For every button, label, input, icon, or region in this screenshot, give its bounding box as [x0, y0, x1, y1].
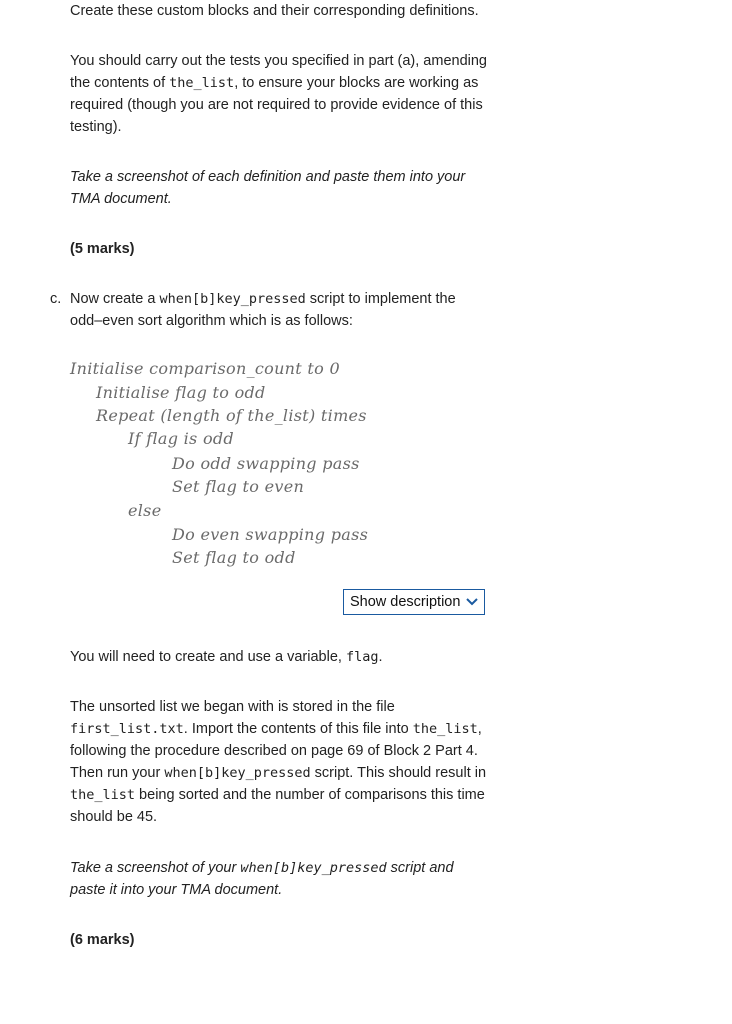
algorithm-handwritten-image [70, 355, 390, 575]
import-text-1: The unsorted list we began with is stored in the file [70, 699, 395, 715]
screenshot-instruction-1: Take a screenshot of each definition and paste them into your TMA document. [70, 169, 466, 207]
algo-line: Do odd swapping pass [172, 454, 360, 473]
tests-text-1: You should carry out the tests you specified in part (a), amending the contents of [70, 53, 487, 91]
when-b-key-pressed-code: when[b]key_pressed [164, 765, 311, 781]
when-b-key-pressed-code: when[b]key_pressed [240, 860, 387, 876]
import-text-2: . Import the contents of this file into [183, 721, 413, 737]
when-b-key-pressed-code: when[b]key_pressed [159, 291, 306, 307]
algo-line: Set flag to even [172, 477, 305, 496]
algo-line: Initialise flag to odd [96, 383, 266, 402]
tests-text-2: , to ensure your blocks are working as required (though you are not required to provide evidence of this testing). [70, 75, 483, 135]
import-text-3: , following the procedure described on page 69 of Block 2 Part 4. Then run your [70, 721, 482, 781]
the-list-code: the_list [169, 75, 235, 91]
import-text-5: being sorted and the number of comparisons this time should be 45. [70, 787, 485, 825]
marks-2: (6 marks) [70, 932, 135, 948]
variable-paragraph [70, 646, 490, 668]
intro-text: Create these custom blocks and their corresponding definitions. [70, 3, 479, 19]
algo-line: Initialise comparison_count to 0 [70, 359, 340, 378]
algo-line: Repeat (length of the_list) times [96, 406, 367, 425]
chevron-down-icon [466, 598, 478, 606]
import-text-4: script. This should result in [310, 765, 487, 781]
the-list-code: the_list [412, 721, 478, 737]
item-c-text [70, 288, 490, 332]
screenshot-2-text-1: Take a screenshot of your [70, 860, 241, 876]
algo-line: If flag is odd [128, 429, 234, 448]
list-marker-c: c. [50, 291, 62, 307]
marks-1: (5 marks) [70, 241, 135, 257]
algo-line: else [128, 501, 162, 520]
first-list-code: first_list.txt [70, 721, 184, 737]
tests-paragraph [70, 50, 490, 138]
algo-line: Do even swapping pass [172, 525, 369, 544]
variable-text-1: You will need to create and use a variable, [70, 649, 346, 665]
screenshot-2-text-2: script and paste it into your TMA document. [70, 860, 454, 898]
the-list-code: the_list [70, 787, 136, 803]
algo-line: Set flag to odd [172, 548, 296, 567]
item-c-text-2: script to implement the odd–even sort algorithm which is as follows: [70, 291, 456, 329]
show-description-label: Show description [350, 594, 461, 610]
flag-code: flag [345, 649, 379, 665]
import-paragraph [70, 696, 490, 828]
variable-text-2: . [378, 649, 383, 665]
show-description-button[interactable] [343, 589, 485, 615]
screenshot-instruction-2 [70, 857, 490, 901]
item-c-text-1: Now create a [70, 291, 160, 307]
